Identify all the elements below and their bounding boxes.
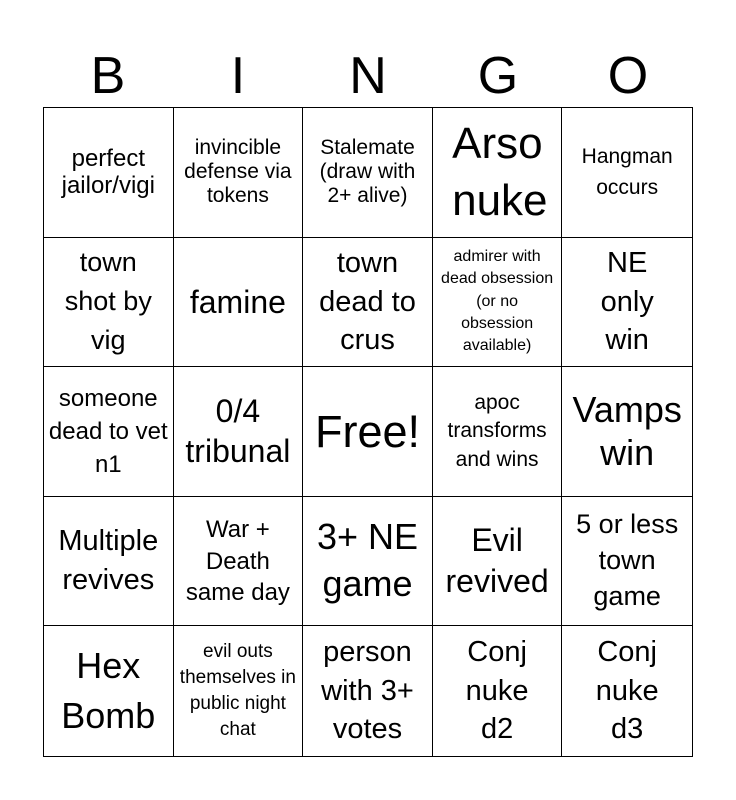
cell-text: 0/4 tribunal (185, 392, 291, 470)
cell-text: Conj nuke d2 (465, 636, 529, 746)
cell-text: 3+ NE game (316, 516, 419, 605)
bingo-cell-r2c3[interactable] (303, 238, 433, 368)
bingo-header (43, 45, 693, 107)
cell-text: 5 or less town game (576, 509, 679, 612)
cell-text: invincible defense via tokens (184, 136, 292, 208)
cell-text: town dead to crus (319, 247, 416, 357)
bingo-cell-r3c5[interactable] (562, 367, 692, 497)
bingo-cell-r5c3[interactable] (303, 626, 433, 756)
cell-text: Multiple revives (58, 524, 159, 597)
cell-text: apoc transforms and wins (447, 390, 547, 471)
bingo-cell-r1c3[interactable] (303, 108, 433, 238)
cell-text: admirer with dead obsession (or no obsession available) (441, 247, 554, 355)
bingo-cell-r4c1[interactable] (44, 497, 174, 627)
bingo-cell-r2c4[interactable] (433, 238, 563, 368)
bingo-cell-r3c1[interactable] (44, 367, 174, 497)
cell-text: War + Death same day (185, 516, 290, 606)
bingo-cell-r5c5[interactable] (562, 626, 692, 756)
bingo-cell-r4c4[interactable] (433, 497, 563, 627)
cell-text: Hangman occurs (581, 144, 673, 200)
bingo-cell-r1c5[interactable] (562, 108, 692, 238)
bingo-cell-r3c3[interactable] (303, 367, 433, 497)
header-letter-o: O (607, 47, 649, 105)
bingo-cell-r5c4[interactable] (433, 626, 563, 756)
cell-text: town shot by vig (64, 247, 152, 356)
bingo-cell-r2c2[interactable] (174, 238, 304, 368)
cell-text: Conj nuke d3 (595, 636, 659, 746)
cell-text: Hex Bomb (61, 644, 156, 737)
bingo-board (43, 107, 693, 757)
bingo-cell-r5c1[interactable] (44, 626, 174, 756)
cell-text: Vamps win (572, 388, 682, 474)
cell-text: Free! (314, 405, 420, 457)
cell-text: perfect jailor/vigi (61, 144, 155, 200)
cell-text: evil outs themselves in public night chat (179, 640, 296, 741)
cell-text: Stalemate (draw with 2+ alive) (319, 136, 416, 208)
bingo-cell-r3c2[interactable] (174, 367, 304, 497)
header-letter-i: I (230, 47, 246, 105)
bingo-cell-r1c1[interactable] (44, 108, 174, 238)
cell-text: famine (189, 283, 286, 320)
bingo-cell-r1c2[interactable] (174, 108, 304, 238)
cell-text: NE only win (600, 247, 654, 357)
bingo-cell-r3c4[interactable] (433, 367, 563, 497)
cell-text: person with 3+ votes (321, 636, 414, 746)
cell-text: Evil revived (445, 522, 549, 600)
bingo-cell-r4c3[interactable] (303, 497, 433, 627)
cell-text: someone dead to vet n1 (48, 384, 168, 479)
bingo-cell-r2c1[interactable] (44, 238, 174, 368)
bingo-cell-r4c2[interactable] (174, 497, 304, 627)
cell-text: Arso nuke (452, 119, 548, 226)
bingo-cell-r1c4[interactable] (433, 108, 563, 238)
bingo-cell-r2c5[interactable] (562, 238, 692, 368)
header-letter-n: N (349, 47, 387, 105)
header-letter-b: B (90, 47, 126, 105)
bingo-cell-r5c2[interactable] (174, 626, 304, 756)
bingo-cell-r4c5[interactable] (562, 497, 692, 627)
header-letter-g: G (477, 47, 519, 105)
